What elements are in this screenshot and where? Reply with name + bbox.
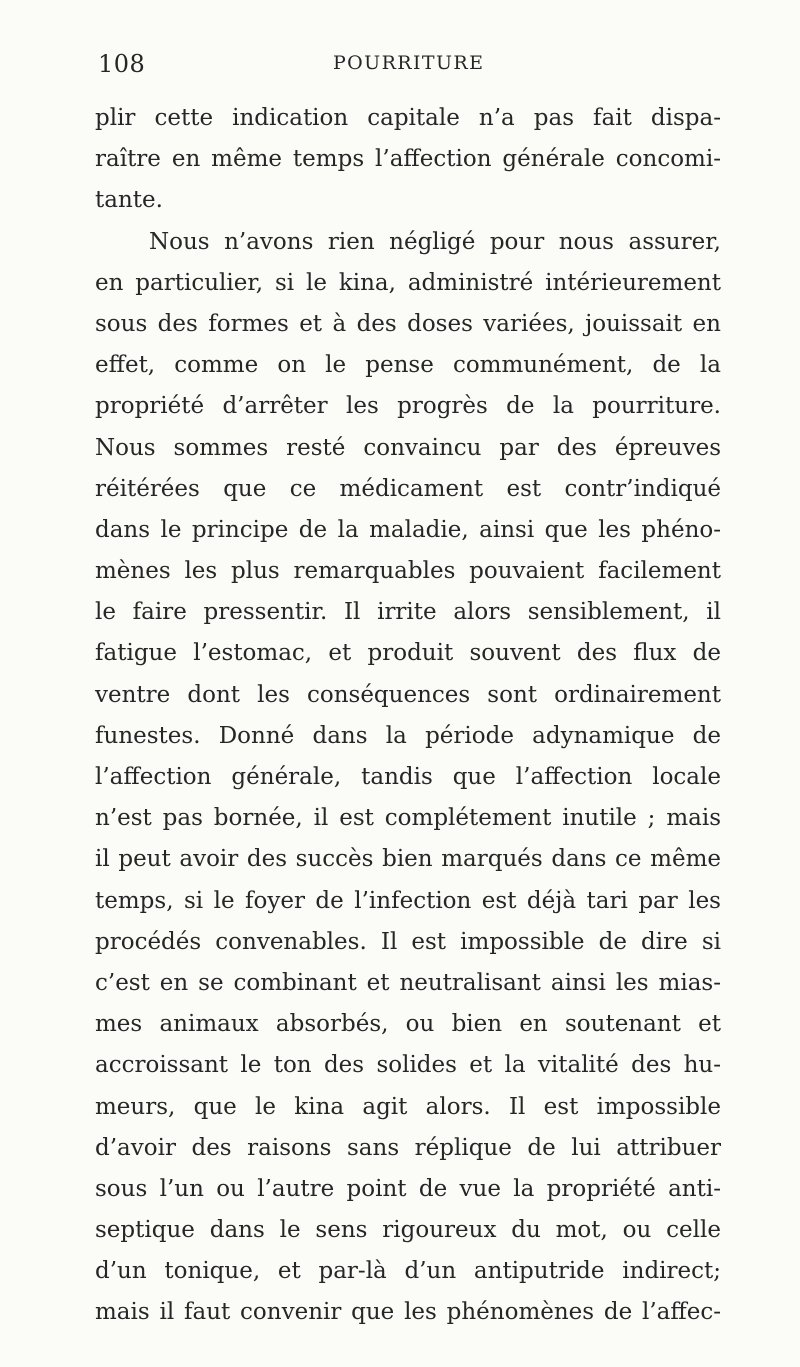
text-line: fatigue l’estomac, et produit souvent des flux de (95, 640, 721, 667)
text-line: c’est en se combinant et neutralisant ainsi les mias- (95, 969, 721, 996)
text-line: mènes les plus remarquables pouvaient facilement (95, 558, 721, 585)
body-text (95, 98, 721, 1334)
text-line: septique dans le sens rigoureux du mot, ou celle (95, 1217, 721, 1244)
text-line: n’est pas bornée, il est complétement inutile ; mais (95, 805, 721, 832)
text-line: sous des formes et à des doses variées, jouissait en (95, 310, 721, 337)
text-line: temps, si le foyer de l’infection est déjà tari par les (95, 887, 721, 914)
text-line: propriété d’arrêter les progrès de la pourriture. (95, 393, 721, 420)
text-line: effet, comme on le pense communément, de la (95, 352, 721, 379)
page-number: 108 (98, 50, 146, 78)
text-line: d’avoir des raisons sans réplique de lui attribuer (95, 1134, 721, 1161)
text-line: en particulier, si le kina, administré intérieurement (95, 269, 721, 296)
text-line: réitérées que ce médicament est contr’indiqué (95, 475, 721, 502)
text-line: dans le principe de la maladie, ainsi que les phéno- (95, 516, 721, 543)
text-line: accroissant le ton des solides et la vitalité des hu- (95, 1052, 721, 1079)
text-line: funestes. Donné dans la période adynamique de (95, 722, 721, 749)
text-line: raître en même temps l’affection générale concomi- (95, 146, 721, 173)
text-line: Nous sommes resté convaincu par des épreuves (95, 434, 721, 461)
text-line: tante. (95, 187, 163, 214)
text-line: procédés convenables. Il est impossible de dire si (95, 928, 721, 955)
text-line: d’un tonique, et par-là d’un antiputride indirect; (95, 1258, 721, 1285)
text-line: il peut avoir des succès bien marqués dans ce même (95, 846, 721, 873)
text-line: mais il faut convenir que les phénomènes de l’affec- (95, 1299, 721, 1326)
text-line: sous l’un ou l’autre point de vue la propriété anti- (95, 1175, 721, 1202)
running-head (98, 50, 718, 90)
text-line: ventre dont les conséquences sont ordinairement (95, 681, 721, 708)
running-title: POURRITURE (333, 52, 485, 74)
text-line: le faire pressentir. Il irrite alors sensiblement, il (95, 599, 721, 626)
text-line: Nous n’avons rien négligé pour nous assurer, (149, 228, 721, 255)
text-line: plir cette indication capitale n’a pas fait dispa- (95, 105, 721, 131)
text-line: meurs, que le kina agit alors. Il est impossible (95, 1093, 721, 1120)
text-line: mes animaux absorbés, ou bien en soutenant et (95, 1011, 721, 1038)
text-line: l’affection générale, tandis que l’affection locale (95, 764, 721, 790)
